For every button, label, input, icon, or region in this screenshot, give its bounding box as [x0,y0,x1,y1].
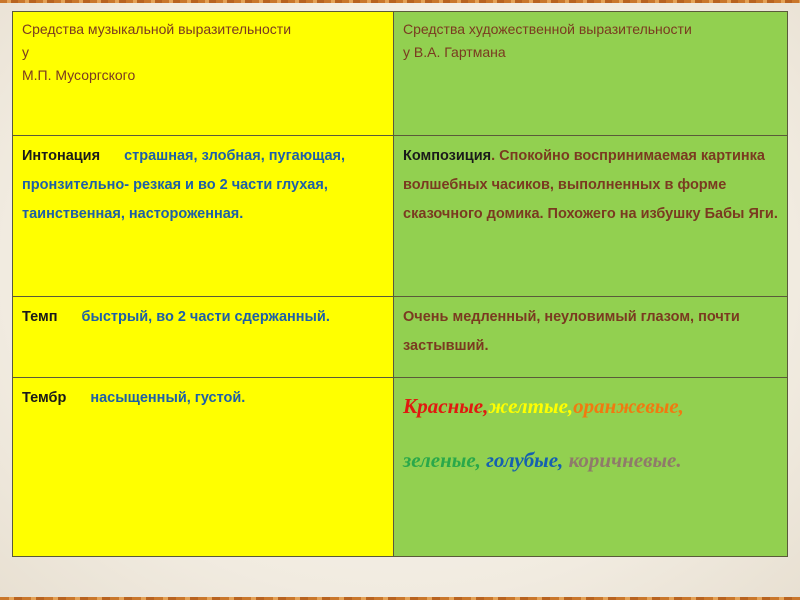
table-row [13,297,788,378]
composition-value: . Спокойно воспринимаемая картинка волшебных часиков, выполненных в форме сказочного домика. Похожего на избушку Бабы Яги. [403,148,778,222]
color-word-brown: коричневые. [568,448,682,472]
color-word-yellow: желтые, [488,394,574,418]
color-word-blue: голубые, [486,448,564,472]
header-music-cell [13,12,394,136]
header-art-line1: Средства художественной выразительности [403,21,692,37]
header-art-line2: у В.А. Гартмана [403,44,506,60]
intonation-cell [13,136,394,297]
header-art-cell [394,12,788,136]
header-music-line1: Средства музыкальной выразительности [22,21,292,37]
table-header-row [13,12,788,136]
timbre-label: Тембр [22,390,67,406]
color-palette-cell [394,378,788,557]
header-music-line3: М.П. Мусоргского [22,67,136,83]
color-word-orange: оранжевые, [573,394,684,418]
tempo-art-value: Очень медленный, неуловимый глазом, почти застывший. [403,309,740,354]
comparison-table [12,11,788,557]
timbre-value: насыщенный, густой. [90,390,246,406]
table-row [13,378,788,557]
tempo-label: Темп [22,309,58,325]
tempo-value: быстрый, во 2 части сдержанный. [81,309,330,325]
tempo-art-cell [394,297,788,378]
intonation-label: Интонация [22,148,101,164]
composition-cell [394,136,788,297]
top-decorative-border [0,0,800,3]
color-word-green: зеленые, [403,448,481,472]
color-word-red: Красные, [403,394,489,418]
tempo-cell [13,297,394,378]
timbre-cell [13,378,394,557]
header-music-line2: у [22,44,29,60]
intonation-value: страшная, злобная, пугающая, пронзительно- резкая и во 2 части глухая, таинственная, настороженная. [22,148,346,222]
color-words-line2 [403,438,780,482]
composition-label: Композиция [403,148,492,164]
table-row [13,136,788,297]
